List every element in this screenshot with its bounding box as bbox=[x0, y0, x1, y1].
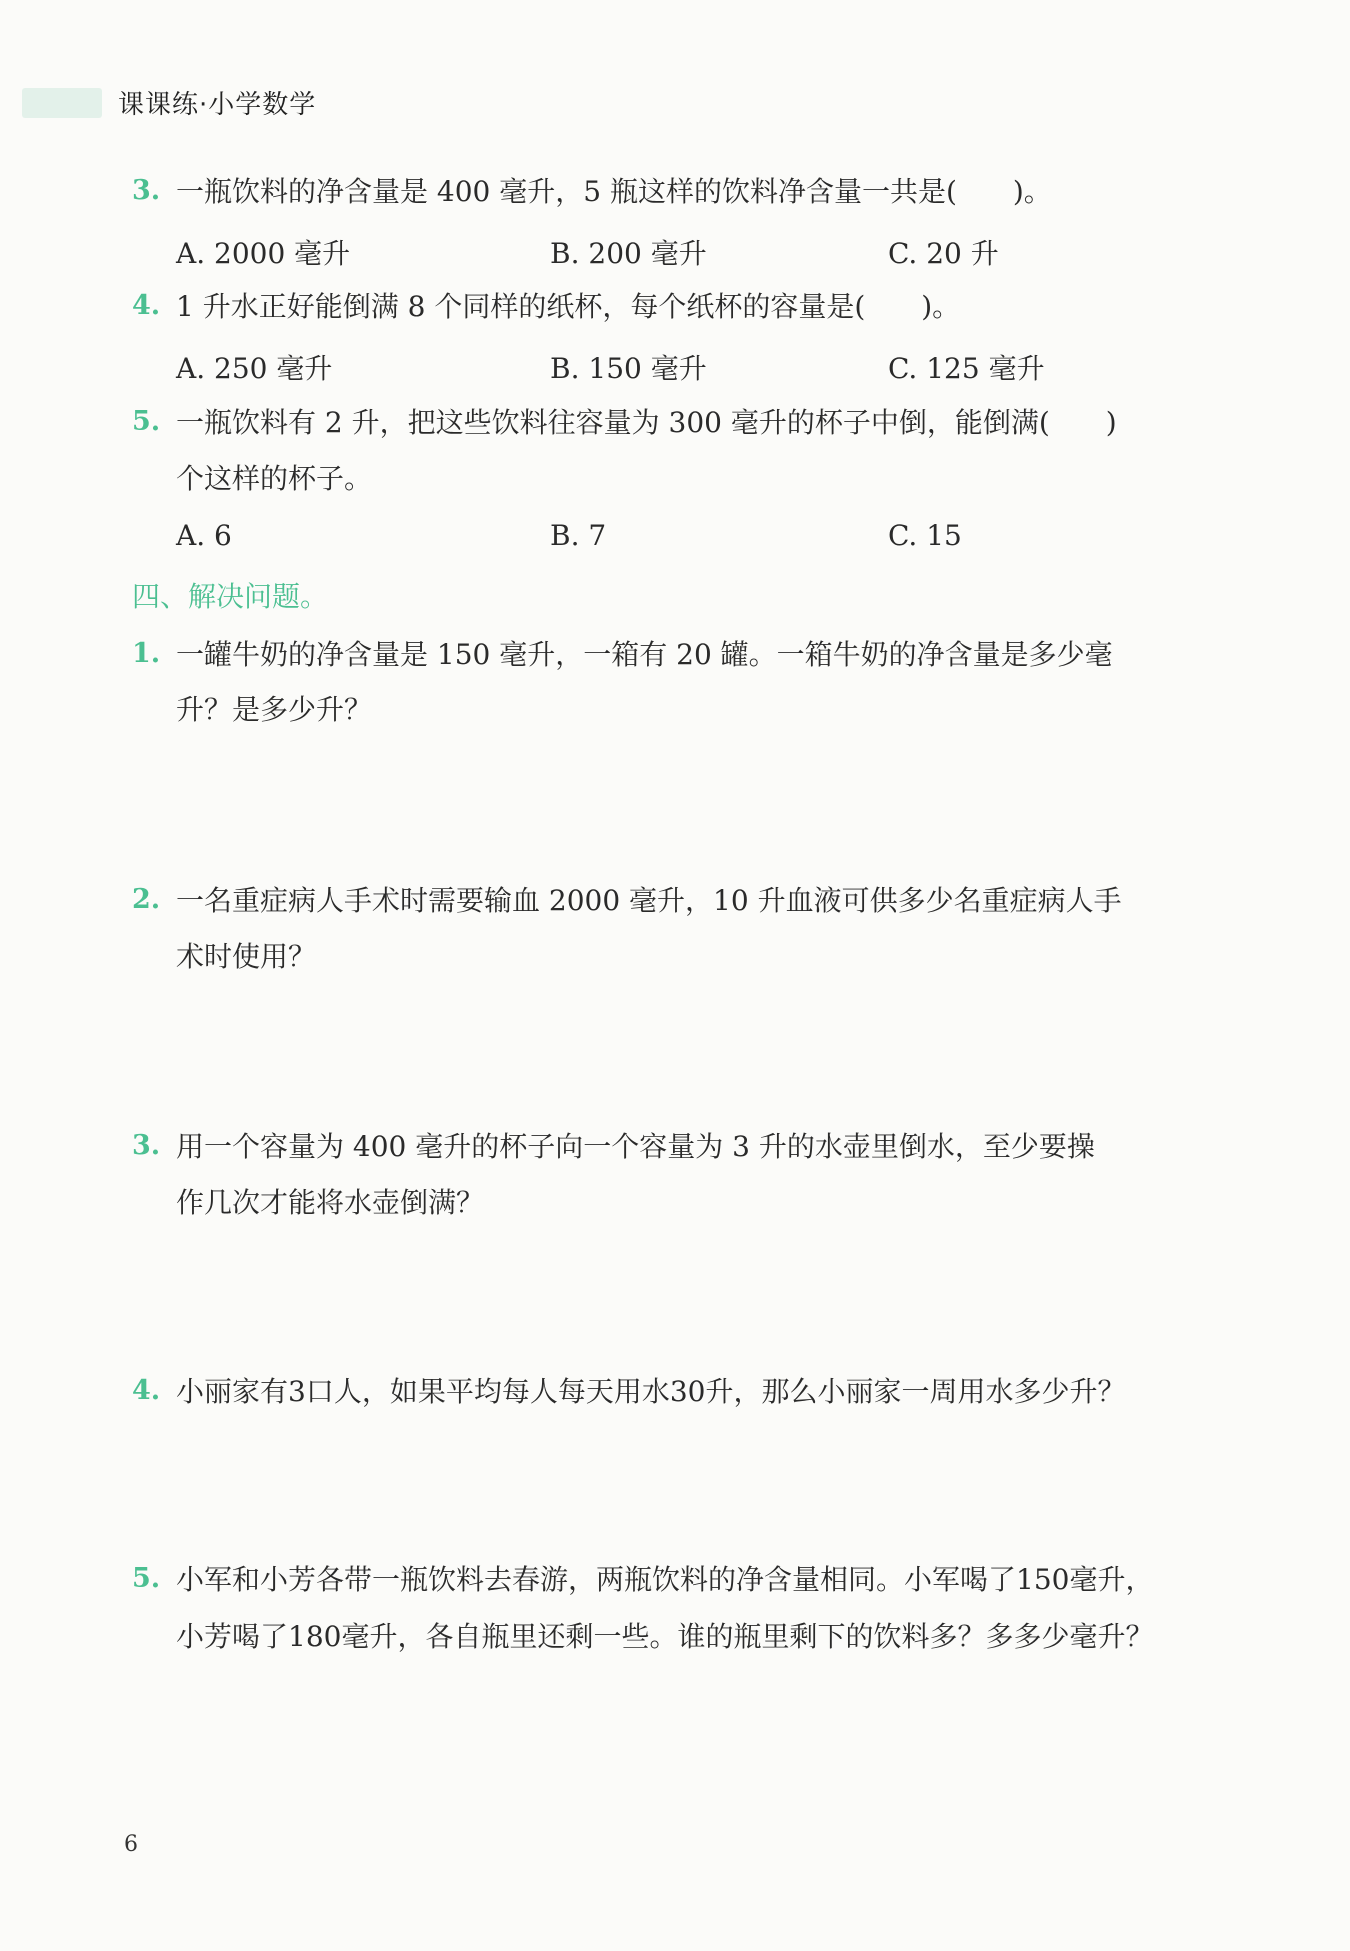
problem-text-cont: 小芳喝了180毫升，各自瓶里还剩一些。谁的瓶里剩下的饮料多？多多少毫升？ bbox=[176, 1620, 1154, 1653]
problem-text-cont: 术时使用？ bbox=[176, 940, 317, 973]
option-c: C. 125 毫升 bbox=[888, 352, 1045, 385]
section-title: 四、解决问题。 bbox=[132, 580, 329, 613]
question-number: 3. bbox=[132, 175, 161, 206]
problem-text-cont: 升？是多少升？ bbox=[176, 693, 373, 726]
problem-number: 2. bbox=[132, 884, 161, 915]
problem-number: 4. bbox=[132, 1375, 161, 1406]
problem-number: 1. bbox=[132, 638, 161, 669]
problem-text: 小丽家有3口人，如果平均每人每天用水30升，那么小丽家一周用水多少升？ bbox=[176, 1375, 1126, 1408]
question-text: 一瓶饮料的净含量是 400 毫升，5 瓶这样的饮料净含量一共是( )。 bbox=[176, 175, 1052, 208]
page-number: 6 bbox=[124, 1832, 138, 1857]
question-text-cont: 个这样的杯子。 bbox=[176, 462, 373, 495]
question-number: 5. bbox=[132, 406, 161, 437]
option-a: A. 250 毫升 bbox=[176, 352, 333, 385]
option-b: B. 150 毫升 bbox=[550, 352, 707, 385]
option-c: C. 15 bbox=[888, 519, 962, 552]
problem-text: 一罐牛奶的净含量是 150 毫升，一箱有 20 罐。一箱牛奶的净含量是多少毫 bbox=[176, 638, 1113, 671]
problem-text: 一名重症病人手术时需要输血 2000 毫升，10 升血液可供多少名重症病人手 bbox=[176, 884, 1122, 917]
option-b: B. 200 毫升 bbox=[550, 237, 707, 270]
question-text: 一瓶饮料有 2 升，把这些饮料往容量为 300 毫升的杯子中倒，能倒满( ) bbox=[176, 406, 1117, 439]
option-a: A. 6 bbox=[176, 519, 232, 552]
problem-text-cont: 作几次才能将水壶倒满？ bbox=[176, 1186, 485, 1219]
book-title: 课课练·小学数学 bbox=[118, 90, 317, 120]
question-text: 1 升水正好能倒满 8 个同样的纸杯，每个纸杯的容量是( )。 bbox=[176, 290, 961, 323]
problem-text: 用一个容量为 400 毫升的杯子向一个容量为 3 升的水壶里倒水，至少要操 bbox=[176, 1130, 1095, 1163]
problem-number: 3. bbox=[132, 1130, 161, 1161]
question-number: 4. bbox=[132, 290, 161, 321]
option-c: C. 20 升 bbox=[888, 237, 999, 270]
header-decoration bbox=[22, 88, 102, 118]
option-a: A. 2000 毫升 bbox=[176, 237, 351, 270]
problem-number: 5. bbox=[132, 1563, 161, 1594]
option-b: B. 7 bbox=[550, 519, 607, 552]
problem-text: 小军和小芳各带一瓶饮料去春游，两瓶饮料的净含量相同。小军喝了150毫升， bbox=[176, 1563, 1154, 1596]
